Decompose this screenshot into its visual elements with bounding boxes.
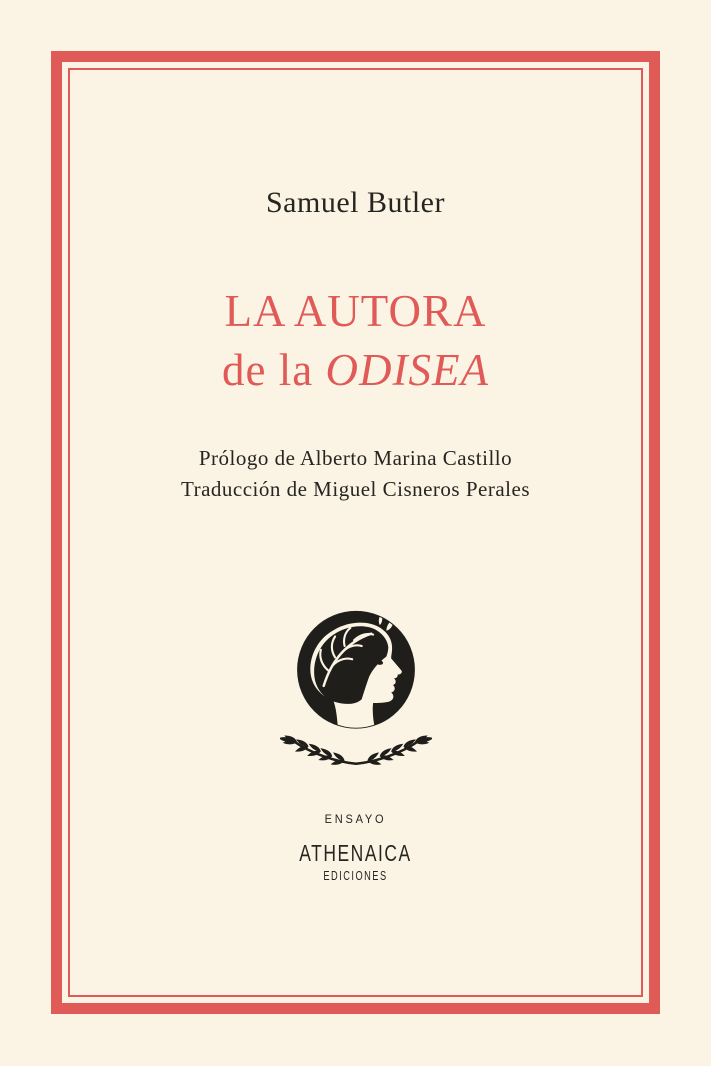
athenaica-classical-head-with-laurel-icon bbox=[280, 608, 432, 771]
title-line2 bbox=[222, 345, 489, 395]
book-title bbox=[0, 282, 711, 400]
author-name: Samuel Butler bbox=[266, 186, 445, 219]
prologue-credit: Prólogo de Alberto Marina Castillo bbox=[198, 446, 513, 470]
translation-credit: Traducción de Miguel Cisneros Perales bbox=[180, 477, 530, 501]
title-line2-italic: ODISEA bbox=[325, 345, 489, 395]
publisher-name: ATHENAICA bbox=[299, 840, 412, 866]
laurel-garland bbox=[280, 733, 432, 766]
collection-label: ENSAYO bbox=[324, 812, 387, 826]
title-line1: LA AUTORA bbox=[224, 286, 487, 336]
credits-block bbox=[0, 443, 711, 505]
title-line2-regular: de la bbox=[222, 345, 326, 395]
publisher-division: EDICIONES bbox=[323, 869, 388, 883]
